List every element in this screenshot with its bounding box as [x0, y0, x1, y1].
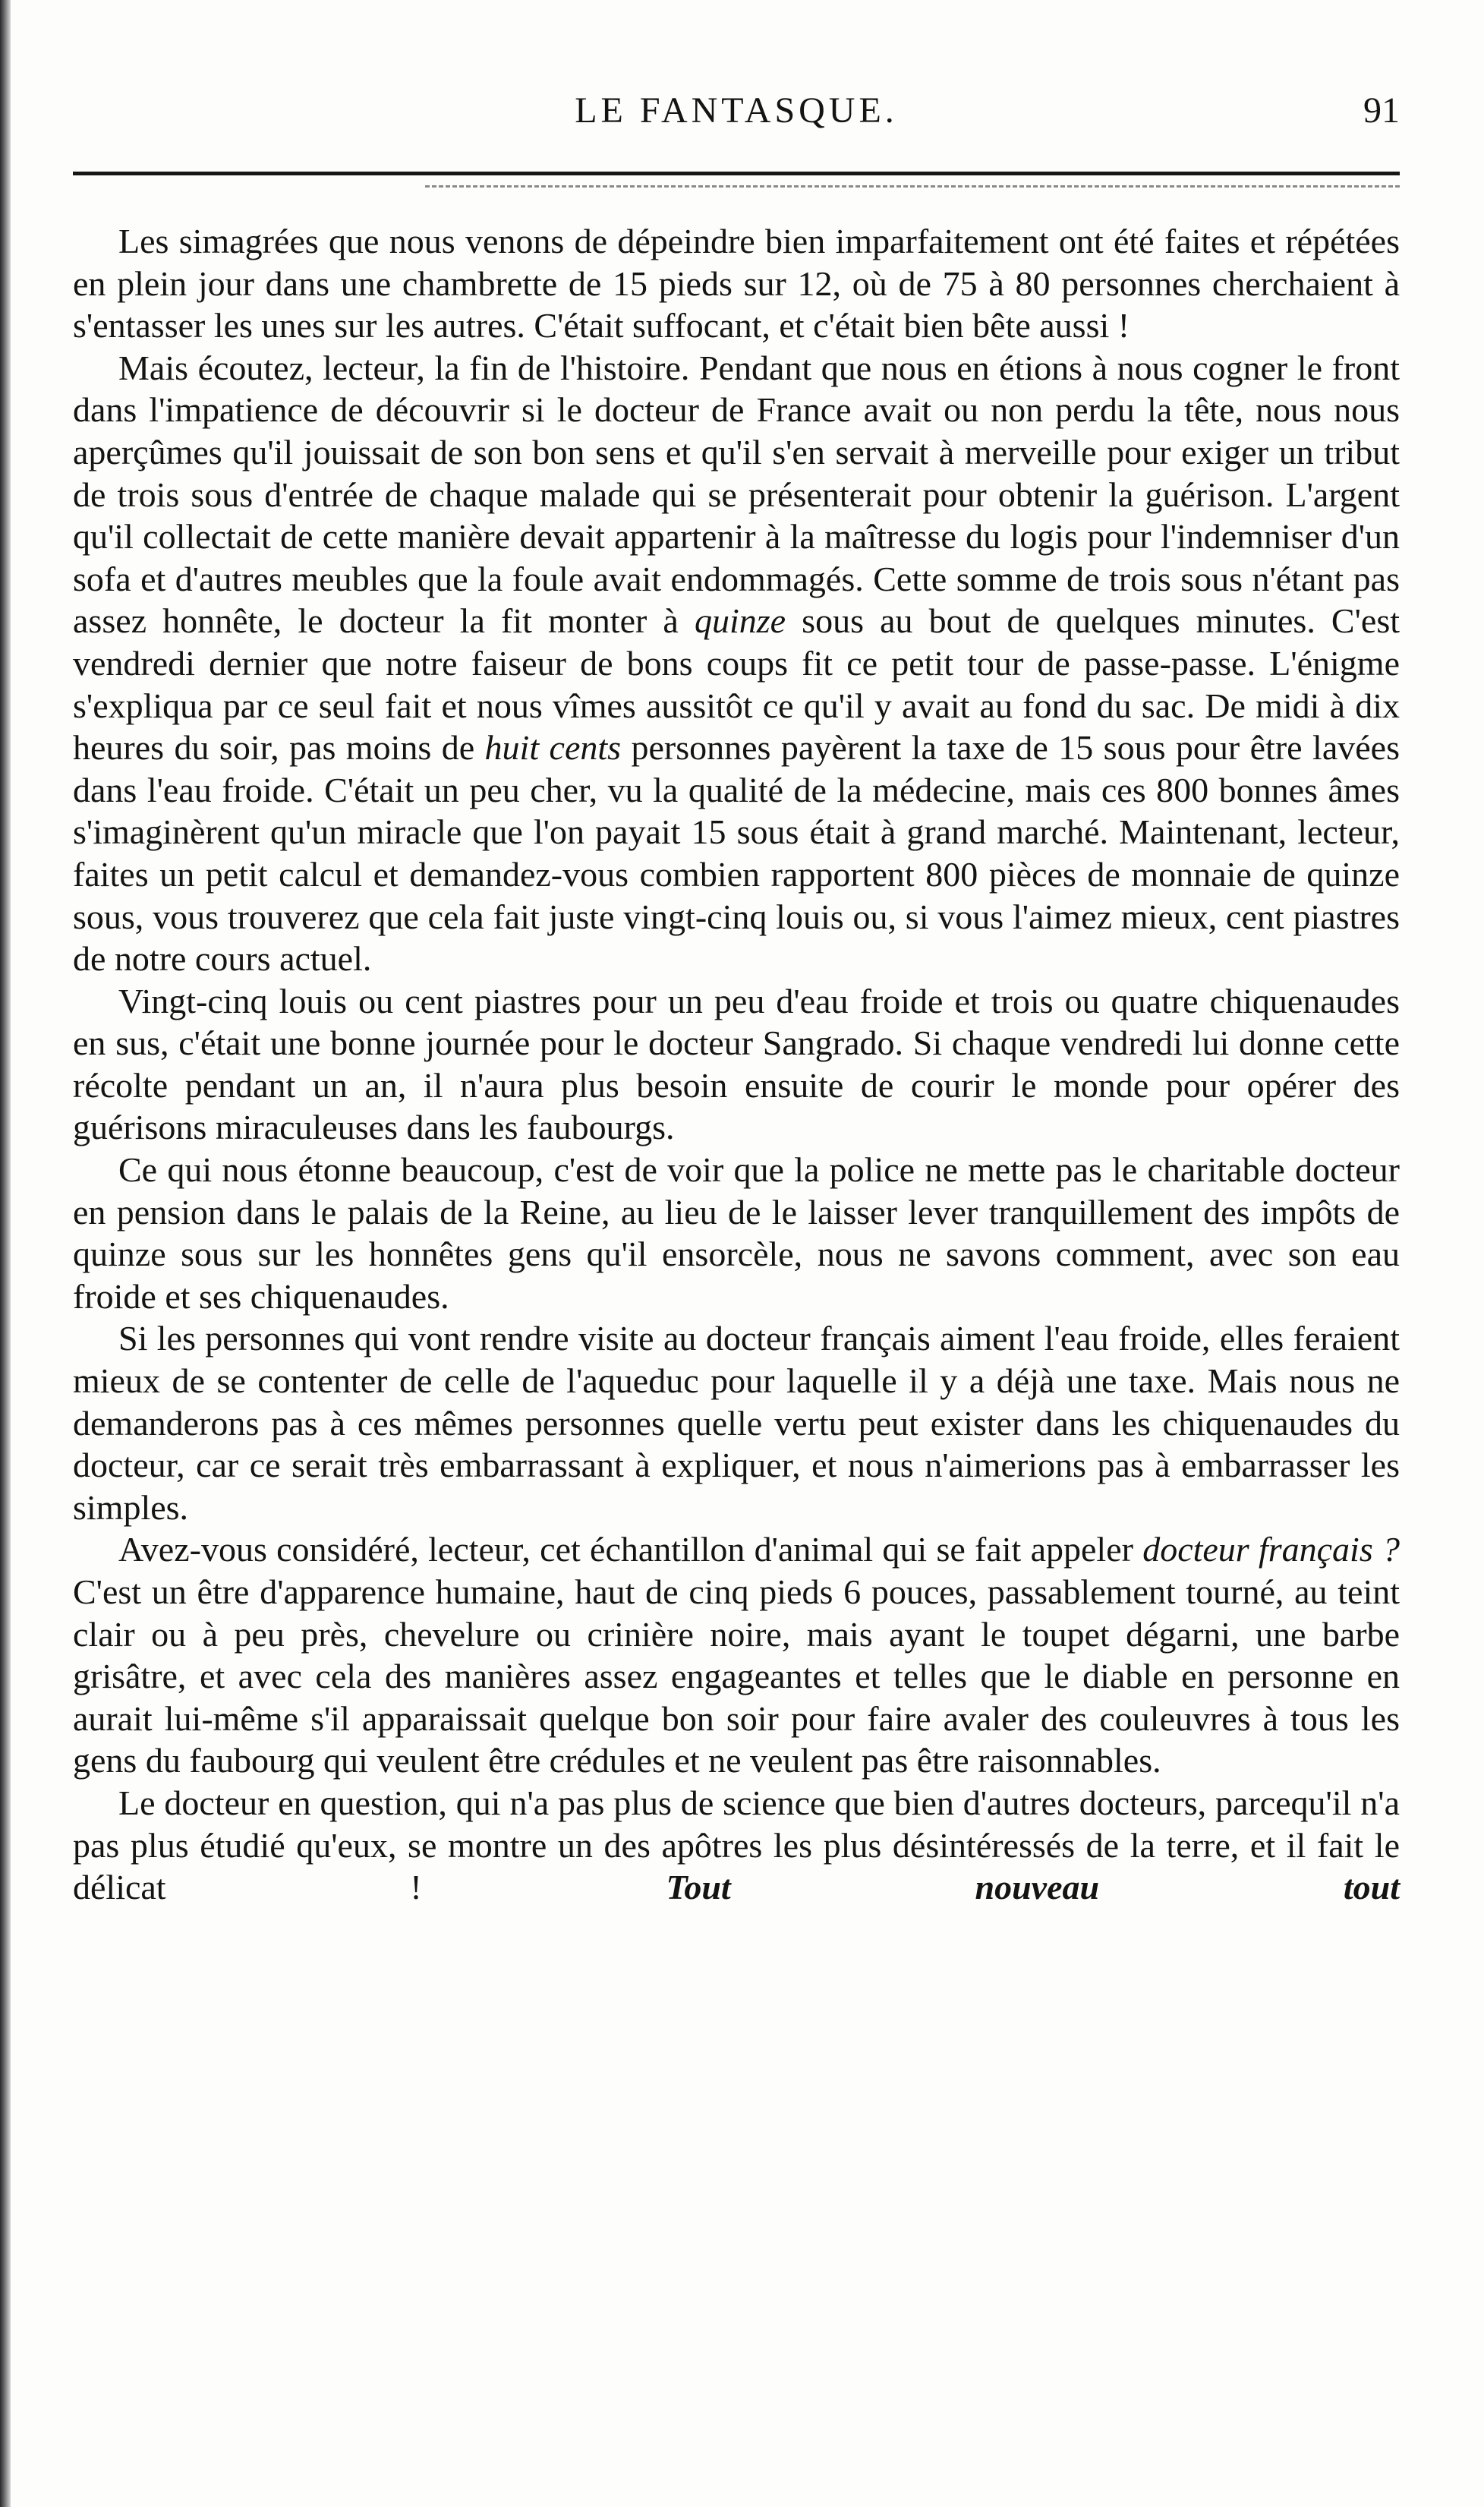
paragraph-7: [73, 1782, 1400, 1909]
page-number: 91: [1363, 90, 1400, 131]
paragraph-text: Ce qui nous étonne beaucoup, c'est de voir que la police ne mette pas le charitable docteur en pension dans le palais de la Reine, au lieu de le laisser lever tranquillement des impôts de quinze sous sur les honnêtes gens qu'il ensorcèle, nous ne savons comment, avec son eau froide et ses chiquenaudes.: [73, 1150, 1400, 1316]
page-header: [73, 90, 1400, 150]
paragraph-text: Si les personnes qui vont rendre visite au docteur français aiment l'eau froide, elles feraient mieux de se contenter de celle de l'aqueduc pour laquelle il y a déjà une taxe. Mais nous ne demanderons pas à ces mêmes personnes quelle vertu peut exister dans les chiquenaudes du docteur, car ce serait très embarrassant à expliquer, et nous n'aimerions pas à embarrasser les simples.: [73, 1319, 1400, 1527]
italic-tout-nouveau: Tout nouveau tout: [666, 1868, 1400, 1907]
paragraph-2: [73, 347, 1400, 980]
paragraph-text: Vingt-cinq louis ou cent piastres pour un peu d'eau froide et trois ou quatre chiquenaudes en sus, c'était une bonne journée pour le docteur Sangrado. Si chaque vendredi lui donne cette récolte pendant un an, il n'aura plus besoin ensuite de courir le monde pour opérer des guérisons miraculeuses dans les faubourgs.: [73, 981, 1400, 1147]
paragraph-1: [73, 220, 1400, 347]
binding-edge: [0, 0, 11, 2507]
italic-docteur-francais: docteur français ?: [1142, 1530, 1401, 1569]
paragraph-text: Mais écoutez, lecteur, la fin de l'histoire. Pendant que nous en étions à nous cogner le front dans l'impatience de découvrir si le docteur de France avait ou non perdu la tête, nous nous aperçûmes qu'il jouissait de son bon sens et qu'il s'en servait à merveille pour exiger un tribut de trois sous d'entrée de chaque malade qui se présenterait pour obtenir la guérison. L'argent qu'il collectait de cette manière devait appartenir à la maîtresse du logis pour l'indemniser d'un sofa et d'autres meubles que la foule avait endommagés. Cette somme de trois sous n'étant pas assez honnête, le docteur la fit monter à: [73, 348, 1400, 641]
paragraph-5: [73, 1317, 1400, 1528]
paragraph-4: [73, 1149, 1400, 1317]
paragraph-text: Avez-vous considéré, lecteur, cet échantillon d'animal qui se fait appeler: [118, 1530, 1143, 1569]
italic-huit-cents: huit cents: [484, 728, 622, 768]
paragraph-text: Les simagrées que nous venons de dépeindre bien imparfaitement ont été faites et répétées en plein jour dans une chambrette de 15 pieds sur 12, où de 75 à 80 personnes cherchaient à s'entasser les unes sur les autres. C'était suffocant, et c'était bien bête aussi !: [73, 222, 1400, 345]
paragraph-text: Le docteur en question, qui n'a pas plus de science que bien d'autres docteurs, parcequ'il n'a pas plus étudié qu'eux, se montre un des apôtres les plus désintéressés de la terre, et il fait le délicat !: [73, 1783, 1400, 1907]
paragraph-text: personnes payèrent la taxe de 15 sous pour être lavées dans l'eau froide. C'était un peu cher, vu la qualité de la médecine, mais ces 800 bonnes âmes s'imaginèrent qu'un miracle que l'on payait 15 sous était à grand marché. Maintenant, lecteur, faites un petit calcul et demandez-vous combien rapportent 800 pièces de monnaie de quinze sous, vous trouverez que cela fait juste vingt-cinq louis ou, si vous l'aimez mieux, cent piastres de notre cours actuel.: [73, 728, 1400, 979]
running-title: LE FANTASQUE.: [575, 90, 898, 131]
header-rule: [73, 172, 1400, 175]
paragraph-6: [73, 1528, 1400, 1782]
paragraph-text: C'est un être d'apparence humaine, haut de cinq pieds 6 pouces, passablement tourné, au teint clair ou à peu près, chevelure ou crinière noire, mais ayant le toupet dégarni, une barbe grisâtre, et avec cela des manières assez engageantes et telles que le diable en personne en aurait lui-même s'il apparaissait quelque bon soir pour faire avaler des couleuvres à tous les gens du faubourg qui veulent être crédules et ne veulent pas être raisonnables.: [73, 1572, 1400, 1780]
article-body: [73, 220, 1400, 1909]
paragraph-3: [73, 980, 1400, 1149]
header-rule-thin: [425, 185, 1400, 188]
italic-quinze: quinze: [694, 601, 786, 641]
paragraph-text: sous au bout de quelques minutes. C'est vendredi dernier que notre faiseur de bons coups fit ce petit tour de passe-passe. L'énigme s'expliqua par ce seul fait et nous vîmes aussitôt ce qu'il y avait au fond du sac. De midi à dix heures du soir, pas moins de: [73, 601, 1400, 768]
